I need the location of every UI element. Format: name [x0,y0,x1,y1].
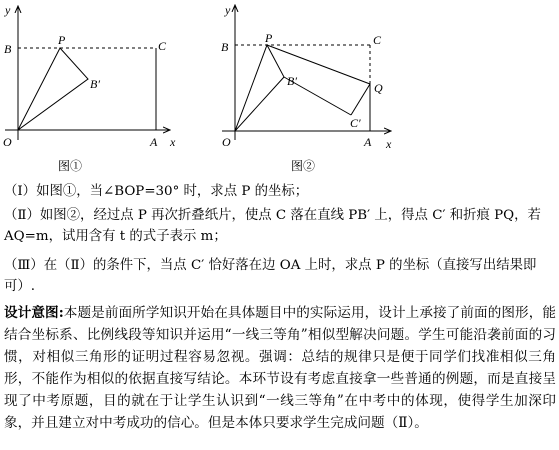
question-3: （Ⅲ）在（Ⅱ）的条件下，当点 C′ 恰好落在边 OA 上时，求点 P 的坐标（直接写出结果即可）. [4,258,537,294]
design-intent [4,302,556,434]
fig2-label-q: Q [374,81,383,95]
fig2-label-cprime: C′ [350,116,361,130]
fig2-label-o: O [222,135,231,149]
geometry-figures [0,0,559,173]
fig1-fold-triangle [18,48,88,130]
fig1-label-o: O [3,135,12,149]
fig2-label-a: A [364,135,372,149]
fig1-caption: 图① [58,159,83,173]
fig2-label-bprime: B′ [287,74,297,88]
fig1-label-x: x [170,135,176,149]
design-intent-body: 本题是前面所学知识开始在具体题目中的实际运用，设计上承接了前面的图形，能结合坐标系、比例线段等知识并运用“一线三等角”相似型解决问题。学生可能沿袭前面的习惯，对相似三角形的证明过程容易忽视。强调：总结的规律只是便于同学们找准相似三角形，不能作为相似的依据直接写结论。本环节设有考虑直接拿一些普通的例题，而是直接呈现了中考原题，目的就在于让学生认识到“一线三等角”在中考中的体现，使得学生加深印象，并且建立对中考成功的信心。但是本体只要求学生完成问题（Ⅱ）。 [4,305,556,431]
fig2-label-b: B [221,40,229,54]
fig2-line-cprimeq [351,84,370,115]
fig2-label-y: y [225,3,231,17]
fig1-label-b: B [4,42,12,56]
question-2: （Ⅱ）如图②，经过点 P 再次折叠纸片，使点 C 落在直线 PB′ 上，得点 C′ 和折痕 PQ，若 AQ=m，试用含有 t 的式子表示 m； [4,208,541,244]
fig1-label-a: A [150,135,158,149]
fig1-label-c: C [158,39,167,53]
fig2-fold-triangle-1 [235,45,284,131]
figure-2 [221,3,392,173]
fig1-label-y: y [5,3,11,17]
question-1: （Ⅰ）如图①，当∠BOP=30° 时，求点 P 的坐标； [4,184,309,199]
design-intent-title: 设计意图: [4,305,64,321]
figure-1 [3,3,176,173]
fig2-label-x: x [386,137,392,151]
fig1-label-p: P [58,33,66,47]
fig2-label-p: P [265,31,273,45]
fig2-caption: 图② [291,159,316,173]
fig2-label-c: C [373,33,382,47]
fig1-label-bprime: B′ [90,77,100,91]
